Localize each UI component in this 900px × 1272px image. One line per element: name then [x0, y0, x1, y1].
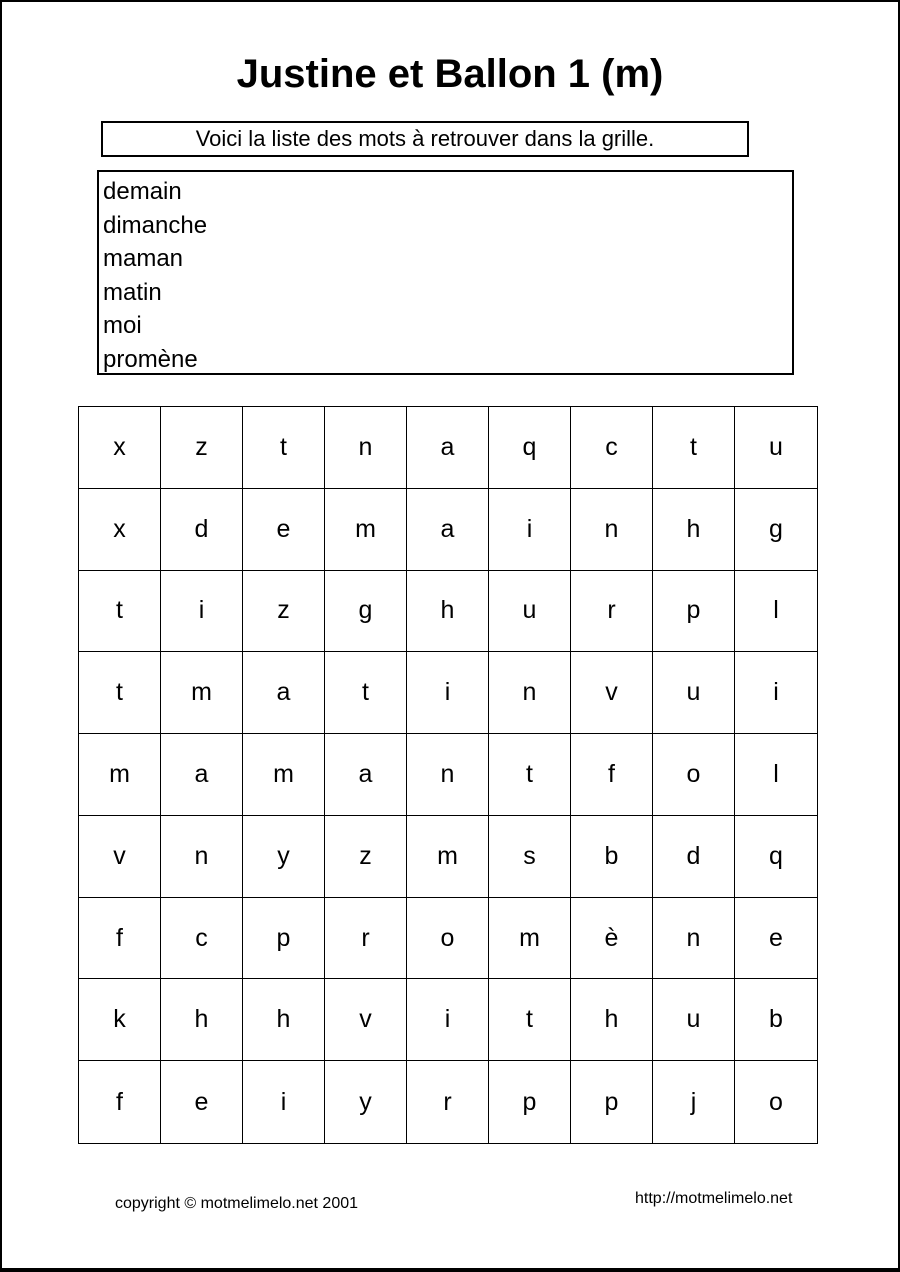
word-item: matin [103, 278, 162, 306]
word-item: demain [103, 178, 182, 205]
word-item: dimanche [103, 211, 208, 239]
grid-cell-r6c4: z [325, 816, 407, 898]
grid-cell-r7c2: c [161, 898, 243, 980]
grid-cell-r8c7: h [571, 979, 653, 1061]
grid-cell-r7c6: m [489, 898, 571, 980]
grid-cell-r8c8: u [653, 979, 735, 1061]
grid-cell-r1c3: t [243, 407, 325, 489]
grid-cell-r8c3: h [243, 979, 325, 1061]
grid-cell-r5c3: m [243, 734, 325, 816]
instruction-box [101, 121, 749, 157]
grid-cell-r3c5: h [407, 571, 489, 653]
grid-cell-r3c3: z [243, 571, 325, 653]
grid-cell-r3c2: i [161, 571, 243, 653]
word-item: moi [103, 312, 142, 339]
grid-cell-r7c8: n [653, 898, 735, 980]
grid-cell-r1c8: t [653, 407, 735, 489]
grid-cell-r9c3: i [243, 1061, 325, 1143]
grid-cell-r2c1: x [79, 489, 161, 571]
letter-grid [78, 406, 818, 1144]
grid-cell-r9c5: r [407, 1061, 489, 1143]
grid-cell-r5c8: o [653, 734, 735, 816]
grid-cell-r8c1: k [79, 979, 161, 1061]
grid-cell-r2c2: d [161, 489, 243, 571]
grid-cell-r3c9: l [735, 571, 817, 653]
instruction-text: Voici la liste des mots à retrouver dans la grille. [195, 126, 655, 151]
word-list [97, 170, 794, 375]
grid-cell-r4c2: m [161, 652, 243, 734]
grid-cell-r5c9: l [735, 734, 817, 816]
grid-cell-r8c4: v [325, 979, 407, 1061]
grid-cell-r6c3: y [243, 816, 325, 898]
grid-cell-r7c1: f [79, 898, 161, 980]
grid-cell-r4c7: v [571, 652, 653, 734]
grid-cell-r5c2: a [161, 734, 243, 816]
grid-cell-r6c2: n [161, 816, 243, 898]
grid-cell-r6c8: d [653, 816, 735, 898]
grid-cell-r5c7: f [571, 734, 653, 816]
grid-cell-r3c4: g [325, 571, 407, 653]
grid-cell-r4c3: a [243, 652, 325, 734]
grid-cell-r4c9: i [735, 652, 817, 734]
grid-cell-r8c9: b [735, 979, 817, 1061]
grid-cell-r7c4: r [325, 898, 407, 980]
grid-cell-r7c9: e [735, 898, 817, 980]
grid-cell-r1c7: c [571, 407, 653, 489]
page-title: Justine et Ballon 1 (m) [236, 52, 664, 96]
grid-cell-r4c6: n [489, 652, 571, 734]
website-url: http://motmelimelo.net [635, 1190, 793, 1207]
grid-cell-r2c8: h [653, 489, 735, 571]
grid-cell-r4c5: i [407, 652, 489, 734]
grid-cell-r2c4: m [325, 489, 407, 571]
grid-cell-r4c1: t [79, 652, 161, 734]
grid-cell-r5c6: t [489, 734, 571, 816]
grid-cell-r9c9: o [769, 1087, 783, 1116]
grid-cell-r9c7: p [571, 1061, 653, 1143]
grid-cell-r2c6: i [489, 489, 571, 571]
grid-cell-r9c8: j [653, 1061, 735, 1143]
grid-cell-r5c5: n [407, 734, 489, 816]
grid-cell-r7c5: o [407, 898, 489, 980]
word-item: maman [103, 245, 184, 272]
grid-cell-r3c7: r [571, 571, 653, 653]
grid-cell-r4c8: u [653, 652, 735, 734]
grid-cell-r9c4: y [325, 1061, 407, 1143]
grid-cell-r6c1: v [79, 816, 161, 898]
grid-cell-r4c4: t [325, 652, 407, 734]
grid-cell-r6c6: s [489, 816, 571, 898]
grid-cell-r2c9: g [735, 489, 817, 571]
grid-cell-r3c1: t [79, 571, 161, 653]
grid-cell-r7c7: è [571, 898, 653, 980]
grid-cell-r6c9: q [735, 816, 817, 898]
grid-cell-r7c3: p [243, 898, 325, 980]
copyright-text: copyright © motmelimelo.net 2001 [115, 1195, 359, 1212]
grid-cell-r5c1: m [79, 734, 161, 816]
grid-cell-r2c3: e [243, 489, 325, 571]
grid-cell-r9c1: f [79, 1061, 161, 1143]
grid-cell-r1c9: u [735, 407, 817, 489]
grid-cell-r1c5: a [407, 407, 489, 489]
grid-cell-r1c1: x [79, 407, 161, 489]
grid-cell-r5c4: a [325, 734, 407, 816]
grid-cell-r6c7: b [571, 816, 653, 898]
grid-cell-r8c5: i [407, 979, 489, 1061]
grid-cell-r3c6: u [489, 571, 571, 653]
grid-cell-r9c2: e [161, 1061, 243, 1143]
word-item: promène [103, 345, 198, 373]
grid-cell-r8c2: h [161, 979, 243, 1061]
grid-cell-r8c6: t [489, 979, 571, 1061]
grid-cell-r2c5: a [407, 489, 489, 571]
grid-cell-r1c2: z [161, 407, 243, 489]
grid-cell-r3c8: p [653, 571, 735, 653]
grid-cell-r1c4: n [325, 407, 407, 489]
grid-cell-r6c5: m [407, 816, 489, 898]
grid-cell-r1c6: q [489, 407, 571, 489]
grid-cell-r9c6: p [489, 1061, 571, 1143]
grid-cell-r2c7: n [571, 489, 653, 571]
